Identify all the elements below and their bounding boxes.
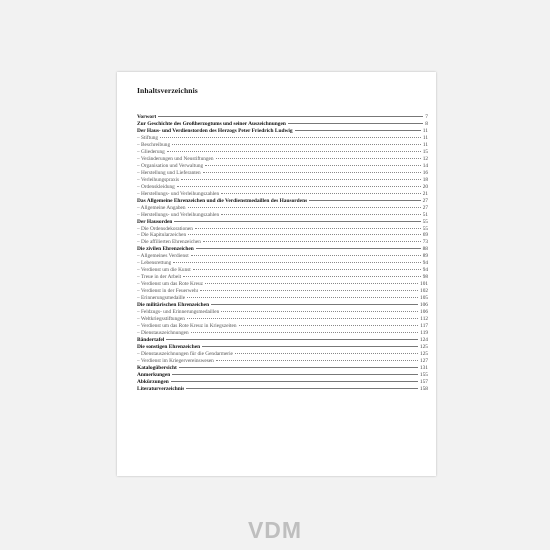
toc-leader-line	[309, 200, 420, 201]
toc-entry-label: – Verleihungspraxis	[137, 176, 180, 183]
toc-entry	[137, 226, 428, 233]
toc-page-number: 155	[419, 371, 428, 378]
toc-entry	[137, 142, 428, 149]
toc-entry	[137, 330, 428, 337]
toc-entry-label: – Gliederung	[137, 148, 165, 155]
toc-entry-label: – Verdienst um das Rote Kreuz in Kriegszeiten	[137, 323, 237, 330]
toc-page-number: 94	[422, 267, 428, 274]
toc-page-number: 105	[420, 295, 428, 302]
toc-entry	[137, 205, 428, 212]
toc-entry-label: Der Haus- und Verdienstorden des Herzogs Peter Friedrich Ludwig	[137, 127, 293, 134]
toc-leader-line	[196, 248, 421, 249]
toc-entry	[137, 149, 428, 156]
toc-entry	[137, 379, 428, 386]
toc-entry-label: – Veränderungen und Neustiftungen	[137, 155, 214, 162]
toc-entry	[137, 198, 428, 205]
toc-entry-label: – Organisation und Verwaltung	[137, 162, 204, 169]
toc-page-number: 69	[422, 232, 428, 239]
toc-entry	[137, 212, 428, 219]
toc-leader-line	[187, 297, 418, 298]
toc-entry-label: Der Hausorden	[137, 218, 173, 225]
toc-leader-line	[211, 304, 418, 305]
toc-page-number: 88	[422, 246, 428, 253]
toc-page-number: 158	[419, 385, 428, 392]
toc-page-number: 55	[422, 218, 428, 225]
toc-page-number: 157	[419, 378, 428, 385]
toc-entry-label: Abkürzungen	[137, 378, 169, 385]
toc-entry	[137, 386, 428, 393]
toc-entry	[137, 274, 428, 281]
toc-leader-line	[288, 123, 423, 124]
toc-leader-line	[188, 207, 421, 208]
toc-entry	[137, 323, 428, 330]
toc-entry-label: – Herstellungs- und Verleihungszahlen	[137, 211, 220, 218]
toc-entry	[137, 191, 428, 198]
toc-page-number: 27	[422, 204, 428, 211]
toc-page-number: 16	[422, 169, 428, 176]
toc-page-number: 21	[422, 190, 428, 197]
toc-leader-line	[177, 186, 421, 187]
toc-entry-label: – Erinnerungsmedaille	[137, 295, 186, 302]
toc-page-number: 119	[420, 330, 428, 337]
toc-leader-line	[205, 165, 421, 166]
table-of-contents	[137, 114, 428, 393]
toc-entry-label: – Herstellung und Lieferanten	[137, 169, 201, 176]
toc-entry-label: – Dienstauszeichnungen für die Gendarmerie	[137, 350, 233, 357]
toc-entry	[137, 372, 428, 379]
toc-entry	[137, 253, 428, 260]
toc-entry-label: Die zivilen Ehrenzeichen	[137, 246, 194, 253]
toc-entry-label: – Beschreibung	[137, 141, 171, 148]
toc-entry	[137, 260, 428, 267]
toc-leader-line	[179, 367, 418, 368]
toc-leader-line	[191, 332, 419, 333]
toc-leader-line	[166, 339, 418, 340]
document-page	[117, 72, 436, 476]
toc-entry	[137, 316, 428, 323]
toc-entry	[137, 358, 428, 365]
toc-leader-line	[193, 269, 421, 270]
toc-leader-line	[295, 130, 421, 131]
toc-page-number: 27	[422, 197, 428, 204]
toc-entry	[137, 267, 428, 274]
toc-leader-line	[171, 381, 418, 382]
toc-entry-label: – Verdienst in der Feuerwehr	[137, 288, 199, 295]
toc-page-number: 112	[420, 316, 428, 323]
toc-entry-label: – Treue in der Arbeit	[137, 274, 182, 281]
toc-entry-label: – Die affilierten Ehrenzeichen	[137, 239, 201, 246]
toc-leader-line	[191, 255, 421, 256]
toc-entry	[137, 156, 428, 163]
publisher-watermark: VDM	[247, 517, 303, 543]
toc-entry	[137, 281, 428, 288]
toc-entry-label: – Allgemeines Verdienst	[137, 253, 189, 260]
toc-leader-line	[173, 262, 420, 263]
toc-entry-label: – Allgemeine Angaben	[137, 204, 186, 211]
toc-entry	[137, 219, 428, 226]
toc-entry	[137, 170, 428, 177]
toc-leader-line	[172, 144, 421, 145]
toc-page-number: 15	[422, 148, 428, 155]
toc-entry-label: – Herstellungs- und Verleihungszahlen	[137, 190, 220, 197]
toc-leader-line	[221, 193, 421, 194]
toc-entry	[137, 288, 428, 295]
toc-leader-line	[174, 221, 420, 222]
toc-page-number: 11	[422, 141, 428, 148]
toc-page-number: 55	[422, 225, 428, 232]
toc-page-number: 106	[419, 302, 428, 309]
toc-entry	[137, 163, 428, 170]
toc-entry-label: Anmerkungen	[137, 371, 171, 378]
toc-page-number: 98	[422, 274, 428, 281]
toc-page-number: 102	[420, 288, 428, 295]
toc-leader-line	[239, 325, 419, 326]
toc-page-number: 11	[422, 127, 428, 134]
toc-entry-label: – Weltkriegsstiftungen	[137, 316, 185, 323]
toc-leader-line	[181, 179, 421, 180]
toc-page-number: 117	[420, 323, 428, 330]
toc-entry	[137, 177, 428, 184]
toc-page-number: 20	[422, 183, 428, 190]
toc-entry-label: Das Allgemeine Ehrenzeichen und die Verdienstmedaillen des Hausordens	[137, 197, 308, 204]
toc-page-number: 124	[419, 337, 428, 343]
toc-entry-label: – Verdienst um die Kunst	[137, 267, 191, 274]
toc-leader-line	[203, 172, 421, 173]
toc-page-number: 101	[420, 281, 428, 288]
toc-entry-label: Zur Geschichte des Großherzogtums und seiner Auszeichnungen	[137, 120, 286, 127]
toc-entry	[137, 114, 428, 121]
toc-entry-label: Katalogübersicht	[137, 364, 177, 371]
toc-leader-line	[221, 311, 418, 312]
toc-page-number: 127	[420, 357, 428, 364]
toc-page-number: 7	[425, 114, 428, 120]
toc-entry-label: Bändertafel	[137, 337, 165, 343]
toc-leader-line	[188, 234, 421, 235]
toc-leader-line	[221, 214, 421, 215]
toc-page-number: 106	[420, 309, 428, 316]
toc-leader-line	[167, 151, 421, 152]
toc-leader-line	[200, 290, 418, 291]
toc-entry	[137, 135, 428, 142]
toc-page-number: 51	[422, 211, 428, 218]
toc-leader-line	[216, 158, 421, 159]
toc-leader-line	[183, 276, 421, 277]
toc-heading: Inhaltsverzeichnis	[137, 86, 198, 95]
toc-leader-line	[186, 388, 418, 389]
toc-entry-label: Die militärischen Ehrenzeichen	[137, 302, 210, 309]
toc-page-number: 18	[422, 176, 428, 183]
toc-leader-line	[205, 283, 418, 284]
toc-page-number: 73	[422, 239, 428, 246]
toc-entry-label: – Die Ordensdekorationen	[137, 225, 193, 232]
toc-entry	[137, 337, 428, 344]
toc-entry-label: – Ordenskleidung	[137, 183, 175, 190]
toc-leader-line	[235, 353, 418, 354]
toc-entry-label: – Verdienst um das Rote Kreuz	[137, 281, 203, 288]
toc-entry-label: – Lebensrettung	[137, 260, 172, 267]
toc-page-number: 11	[422, 134, 428, 141]
toc-page-number: 14	[422, 162, 428, 169]
toc-leader-line	[216, 360, 418, 361]
toc-leader-line	[195, 228, 421, 229]
toc-entry	[137, 344, 428, 351]
toc-leader-line	[158, 116, 423, 117]
toc-page-number: 8	[425, 120, 428, 127]
toc-page-number: 89	[422, 253, 428, 260]
toc-entry	[137, 184, 428, 191]
toc-entry	[137, 232, 428, 239]
toc-entry	[137, 121, 428, 128]
toc-entry	[137, 295, 428, 302]
toc-entry-label: Die sonstigen Ehrenzeichen	[137, 343, 201, 350]
toc-entry-label: – Die Kapitularzeichen	[137, 232, 187, 239]
toc-entry-label: Vorwort	[137, 114, 157, 120]
toc-page-number: 131	[419, 364, 428, 371]
toc-entry	[137, 246, 428, 253]
toc-entry-label: – Feldzugs- und Erinnerungsmedaillen	[137, 309, 220, 316]
toc-entry	[137, 351, 428, 358]
toc-leader-line	[203, 241, 421, 242]
toc-entry-label: Literaturverzeichnis	[137, 385, 185, 392]
toc-page-number: 125	[419, 343, 428, 350]
toc-entry-label: – Dienstauszeichnungen	[137, 330, 189, 337]
toc-entry-label: – Verdienst im Kriegervereinswesen	[137, 357, 214, 364]
toc-entry-label: – Stiftung	[137, 134, 159, 141]
toc-entry	[137, 239, 428, 246]
toc-leader-line	[172, 374, 418, 375]
toc-leader-line	[202, 346, 418, 347]
toc-leader-line	[160, 137, 421, 138]
toc-page-number: 125	[420, 350, 428, 357]
toc-entry	[137, 128, 428, 135]
toc-page-number: 94	[422, 260, 428, 267]
toc-leader-line	[187, 318, 418, 319]
toc-page-number: 12	[422, 155, 428, 162]
toc-entry	[137, 365, 428, 372]
toc-entry	[137, 302, 428, 309]
toc-entry	[137, 309, 428, 316]
